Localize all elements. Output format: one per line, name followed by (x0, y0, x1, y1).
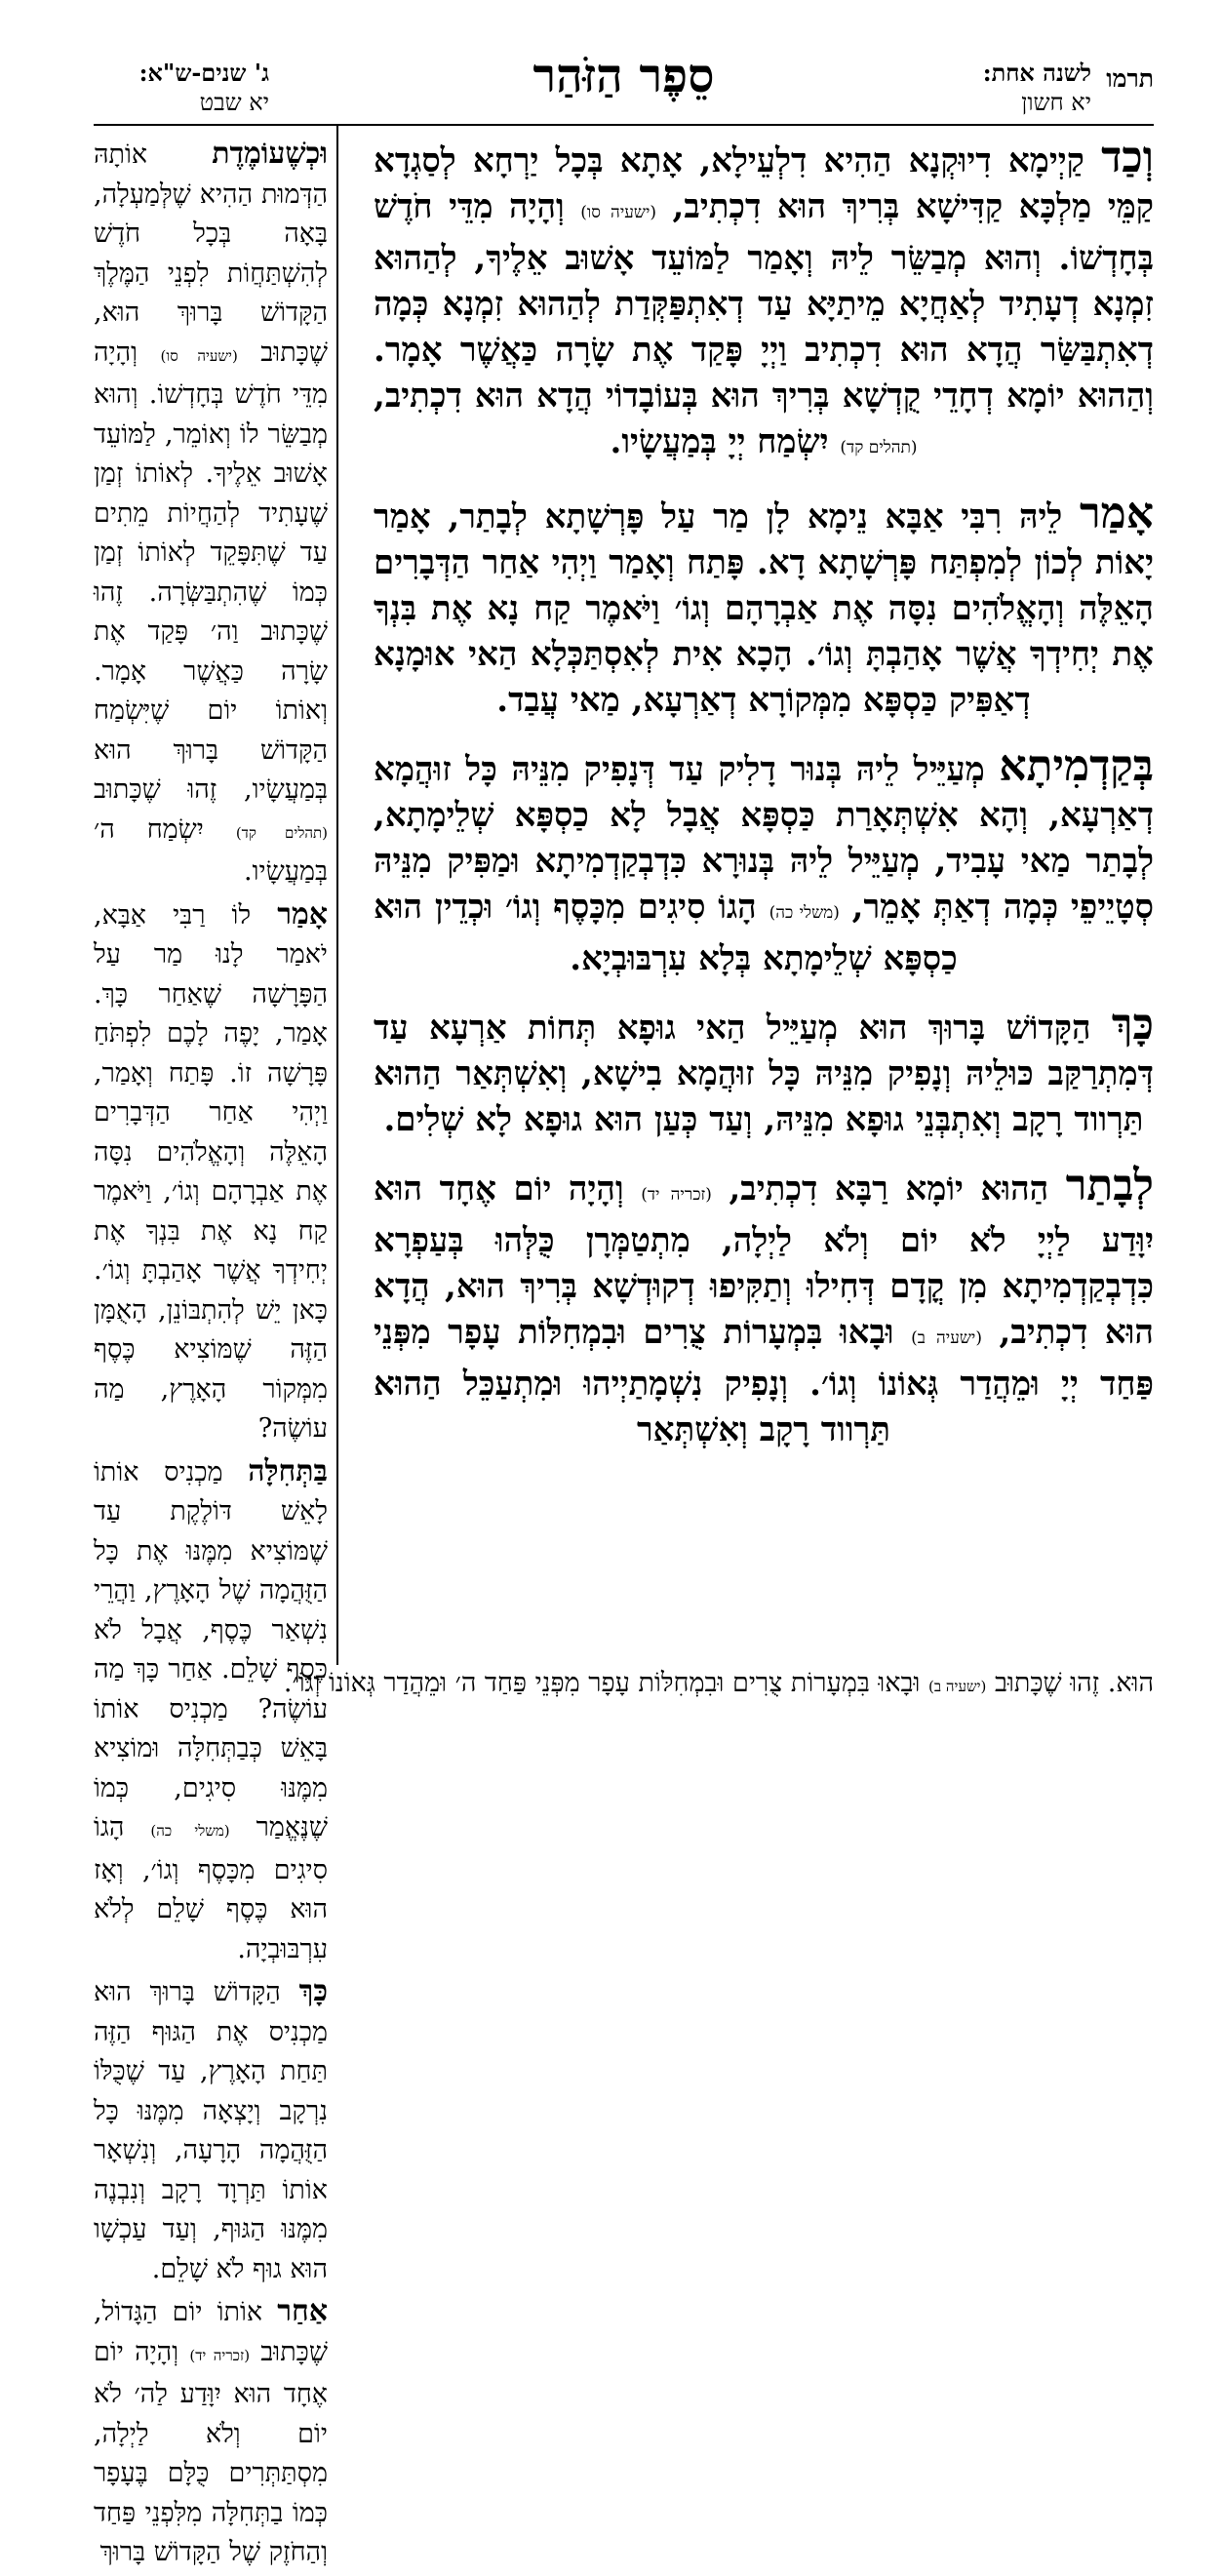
translation-paragraph (94, 135, 328, 892)
translation-paragraph (94, 1972, 328, 2289)
aramaic-paragraph (374, 743, 1154, 982)
verse-citation: (תהלים קד) (840, 438, 918, 457)
hebrew-translation-column (94, 135, 328, 2576)
opening-word: וְכַד (1101, 133, 1154, 182)
translation-continuation-line (94, 1666, 1154, 1704)
text-run: יִשְׂמַח יְיָ בְּמַעֲשָׂיו. (610, 422, 841, 461)
translation-paragraph (94, 2292, 328, 2573)
opening-word: לְבָתַר (1065, 1161, 1154, 1210)
aramaic-text-column (374, 135, 1154, 1473)
text-run: יִשְׂמַח ה׳ בְּמַעֲשָׂיו. (94, 813, 328, 887)
verse-citation: (זכריה יד) (189, 2346, 251, 2364)
verse-citation: (זכריה יד) (641, 1185, 712, 1205)
text-run: וּבָאוּ בִּמְעָרוֹת צֻרִים וּבִמְחִלּוֹת עָפָר מִפְּנֵי פַּחַד יְיָ וּמֵהֲדַר גְּאוֹנוֹ וְגוֹ׳. וְנָפִיק נִשְׁמָתַיְיהוּ וּמִתְעַכֵּל הַהוּא תַּרְווד רָקָב וְאִשְׁתְּאַר (374, 1313, 1154, 1449)
text-run: וְהָיָה יוֹם אֶחָד הוּא יִוָּדַע לַה׳ לֹא יוֹם וְלֹא לַיְלָה, מִסְתַּתְּרִים כֻּלָּם בֶּעָפָר כְּמוֹ בַתְּחִלָּה מִלִּפְנֵי פַּחַד וְהַחֹזֶק שֶׁל הַקָּדוֹשׁ בָּרוּךְ (94, 2336, 328, 2567)
text-run: הָגוֹ סִיגִים מִכָּסֶף וְגוֹ׳, וְאָז הוּא כֶּסֶף שָׁלֵם לְלֹא עִרְבּוּבְיָה. (94, 1812, 328, 1964)
text-run: קַיְימָא דִיוּקְנָא הַהִיא דִלְעֵילָא, אָתָא בְּכָל יַרְחָא לְסַגְדָא קַמֵּי מַלְכָּא קַדִּישָׁא בְּרִיךְ הוּא דִכְתִיב, (374, 141, 1154, 226)
verse-citation: (משלי כה) (769, 903, 840, 923)
header-divider (94, 124, 1154, 126)
schedule-date-one-year: יא חשון (1021, 89, 1091, 116)
text-run: וְהָיָה יוֹם אֶחָד הוּא יִוָּדַע לַיְיָ לֹא יוֹם וְלֹא לַיְלָה, מִתְטַמְּרָן כֻּלְּהוּ בְּעַפְרָא כִּדְבְקַדְמִיתָא מִן קֳדָם דְּחִילוּ וְתַקִּיפוּ דְקוּדְשָׁא בְּרִיךְ הוּא, הֲדָא הוּא דִכְתִיב, (374, 1169, 1154, 1352)
text-run: הַקָּדוֹשׁ בָּרוּךְ הוּא מְעַיֵּיל הַאי גוּפָא תְּחוֹת אַרְעָא עַד דְּמִתְרַקַּב כּוּלֵיהּ וְנָפִיק מִנֵּיהּ כָּל זוּהֲמָא בִישָׁא, וְאִשְׁתְּאַר הַהוּא תַּרְווד רָקָב וְאִתְבְּנֵי גוּפָא מִנֵּיהּ, וְעַד כְּעַן הוּא גוּפָא לָא שְׁלִים. (374, 1009, 1154, 1139)
verse-citation: (ישעיה ב) (911, 1328, 982, 1348)
text-run: מְעַיֵּיל לֵיהּ בְּנוּר דָלִיק עַד דְּנָפִיק מִנֵּיהּ כָּל זוּהֲמָא דְאַרְעָא, וְהָא אִשְׁתְּאָרַת כַּסְפָּא אֲבָל לָא כַסְפָּא שְׁלֵימָתָא, לְבָתַר מַאי עָבִיד, מְעַיֵּיל לֵיהּ בְּנוּרָא כִּדְבְקַדְמִיתָא וּמַפִּיק מִנֵּיהּ סְטָיֵיפֵי כְּמָה דְאַתְּ אָמֵר, (374, 750, 1154, 927)
schedule-date-three-years: יא שבט (199, 89, 269, 116)
text-run: הָגוֹ סִיגִים מִכָּסֶף וְגוֹ׳ וּכְדֵין הוּא כַסְפָּא שְׁלֵימָתָא בְּלָא עִרְבּוּבְיָא. (374, 888, 958, 978)
schedule-label-three-years: ג' שנים-ש"א: (138, 59, 269, 87)
text-run: אוֹתָהּ הַדְּמוּת הַהִיא שֶׁלְּמַעְלָה, בָּאָה בְּכָל חֹדֶשׁ לְהִשְׁתַּחֲוֹת לִפְנֵי הַמֶּלֶךְ הַקָּדוֹשׁ בָּרוּךְ הוּא, שֶׁכָּתוּב (94, 139, 328, 368)
text-run: וּבָאוּ בִּמְעָרוֹת צֻרִים וּבִמְחִלּוֹת עָפָר מִפְּנֵי פַּחַד ה׳ וּמֵהֲדַר גְּאוֹנוֹ וְגוֹ׳. (283, 1668, 929, 1698)
translation-paragraph (94, 1452, 328, 1970)
text-run: הַקָּדוֹשׁ בָּרוּךְ הוּא מַכְנִיס אֶת הַגּוּף הַזֶּה תַּחַת הָאָרֶץ, עַד שֶׁכֻּלּוֹ נִרְקָב וְיָצְאָה מִמֶּנּוּ כָּל הַזֻּהֲמָה הָרָעָה, וְנִשְׁאָר אוֹתוֹ תַּרְוָד רָקָב וְנִבְנֶה מִמֶּנּוּ הַגּוּף, וְעַד עַכְשָׁו הוּא גוּף לֹא שָׁלֵם. (94, 1977, 328, 2284)
page-number: תרמו (1106, 64, 1154, 93)
opening-word: בַּתְּחִלָּה (248, 1453, 328, 1488)
text-run: הוּא. זֶהוּ שֶׁכָּתוּב (986, 1668, 1154, 1698)
text-run: מַכְנִיס אוֹתוֹ לָאֵשׁ דּוֹלֶקֶת עַד שֶׁמּוֹצִיא מִמֶּנּוּ אֶת כָּל הַזֻּהֲמָה שֶׁל הָאָרֶץ, וַהֲרֵי נִשְׁאַר כֶּסֶף, אֲבָל לֹא כֶּסֶף שָׁלֵם. אַחַר כָּךְ מַה עוֹשֶׂה? מַכְנִיס אוֹתוֹ בָּאֵשׁ כְּבַתְּחִלָּה וּמוֹצִיא מִמֶּנּוּ סִיגִים, כְּמוֹ שֶׁנֶּאֱמַר (94, 1456, 328, 1843)
aramaic-paragraph (374, 135, 1154, 471)
column-divider (336, 124, 338, 1665)
opening-word: אַחַר (277, 2294, 328, 2328)
text-run: וְהָיָה מִדֵּי חֹדֶשׁ בְּחָדְשׁוֹ. וְהוּא מְבַשֵּׂר לוֹ וְאוֹמֵר, לַמּוֹעֵד אָשׁוּב אֵלֶיךָ. לְאוֹתוֹ זְמַן שֶׁעָתִיד לְהַחֲיוֹת מֵתִים עַד שֶׁתִּפָּקֵד לְאוֹתוֹ זְמַן כְּמוֹ שֶׁהִתְבַּשְּׂרָה. זֶהוּ שֶׁכָּתוּב וַה׳ פָּקַד אֶת שָׂרָה כַּאֲשֶׁר אָמָר. וְאוֹתוֹ יוֹם שֶׁיִּשְׂמַח הַקָּדוֹשׁ בָּרוּךְ הוּא בְּמַעֲשָׂיו, זֶהוּ שֶׁכָּתוּב (94, 337, 328, 805)
verse-citation: (תהלים קד) (235, 823, 328, 842)
aramaic-paragraph (374, 1002, 1154, 1143)
text-run: הַהוּא יוֹמָא רַבָּא דִכְתִיב, (711, 1169, 1066, 1209)
verse-citation: (ישעיה ב) (928, 1678, 987, 1695)
book-title: סֵפֶר הַזֹּהַר (532, 49, 715, 103)
opening-word: אָמַר (277, 896, 328, 931)
verse-citation: (ישעיה סו) (160, 346, 238, 365)
reading-schedule-three-years (94, 59, 269, 117)
opening-word: בְּקַדְמִיתָא (999, 741, 1154, 791)
opening-word: אָמַר (1080, 489, 1154, 538)
schedule-label-one-year: לשנה אחת: (982, 59, 1091, 87)
opening-word: כָּךְ (1111, 1000, 1154, 1050)
verse-citation: (משלי כה) (150, 1822, 230, 1840)
aramaic-paragraph (374, 1163, 1154, 1453)
opening-word: כָּךְ (298, 1974, 328, 2008)
text-run: אוֹתוֹ יוֹם הַגָּדוֹל, שֶׁכָּתוּב (94, 2297, 328, 2367)
text-run: לֵיהּ רִבִּי אַבָּא נֵימָא לָן מַר עַל פָּרְשָׁתָא לְבָתַר, אָמַר יָאוֹת לְכוֹן לְמִפְתַּח פָּרְשָׁתָא דָא. פָּתַח וְאָמַר וַיְהִי אַחַר הַדְּבָרִים הָאֵלֶּה וְהָאֱלֹהִים נִסָּה אֶת אַבְרָהָם וְגוֹ׳ וַיֹּאמֶר קַח נָא אֶת בִּנְךָ אֶת יְחִידְךָ אֲשֶׁר אָהַבְתָּ וְגוֹ׳. הָכָא אִית לְאִסְתַּכְּלָא הַאי אוּמָנָא דְאַפִּיק כַּסְפָּא מִמְּקוֹרָא דְאַרְעָא, מַאי עֲבַד. (374, 497, 1154, 720)
translation-paragraph (94, 895, 328, 1449)
text-run: וְהָיָה מִדֵּי חֹדֶשׁ בְּחָדְשׁוֹ. וְהוּא מְבַשֵּׂר לֵיהּ וְאָמַר לַמּוֹעֵד אָשׁוּב אֵלֶיךָ, לְהַהוּא זִמְנָא דְעָתִיד לְאַחֲיָא מֵיתַיָּא עַד דְאִתְפַּקְּדַת לְהַהוּא זִמְנָא כְּמָה דְאִתְבַּשַּׂר הֲדָא הוּא דִכְתִיב וַיְיָ פָּקַד אֶת שָׂרָה כַּאֲשֶׁר אָמָר. וְהַהוּא יוֹמָא דְחָדֵי קֻדְשָׁא בְּרִיךְ הוּא בְּעוֹבָדוֹי הֲדָא הוּא דִכְתִיב, (374, 187, 1154, 416)
page-header (94, 47, 1154, 125)
aramaic-paragraph (374, 491, 1154, 724)
verse-citation: (ישעיה סו) (580, 203, 657, 222)
opening-word: וּכְשֶׁעוֹמֶדֶת (212, 137, 328, 171)
text-run: לוֹ רַבִּי אַבָּא, יֹאמַר לָנוּ מַר עַל הַפָּרָשָׁה שֶׁאַחַר כָּךְ. אָמַר, יָפֶה לָכֶם לִפְתֹּחַ פָּרָשָׁה זוֹ. פָּתַח וְאָמַר, וַיְהִי אַחַר הַדְּבָרִים הָאֵלֶּה וְהָאֱלֹהִים נִסָּה אֶת אַבְרָהָם וְגוֹ׳, וַיֹּאמֶר קַח נָא אֶת בִּנְךָ אֶת יְחִידְךָ אֲשֶׁר אָהַבְתָּ וְגוֹ׳. כָּאן יֵשׁ לְהִתְבּוֹנֵן, הָאֻמָּן הַזֶּה שֶׁמּוֹצִיא כֶּסֶף מִמְּקוֹר הָאָרֶץ, מַה עוֹשֶׂה? (94, 899, 328, 1444)
